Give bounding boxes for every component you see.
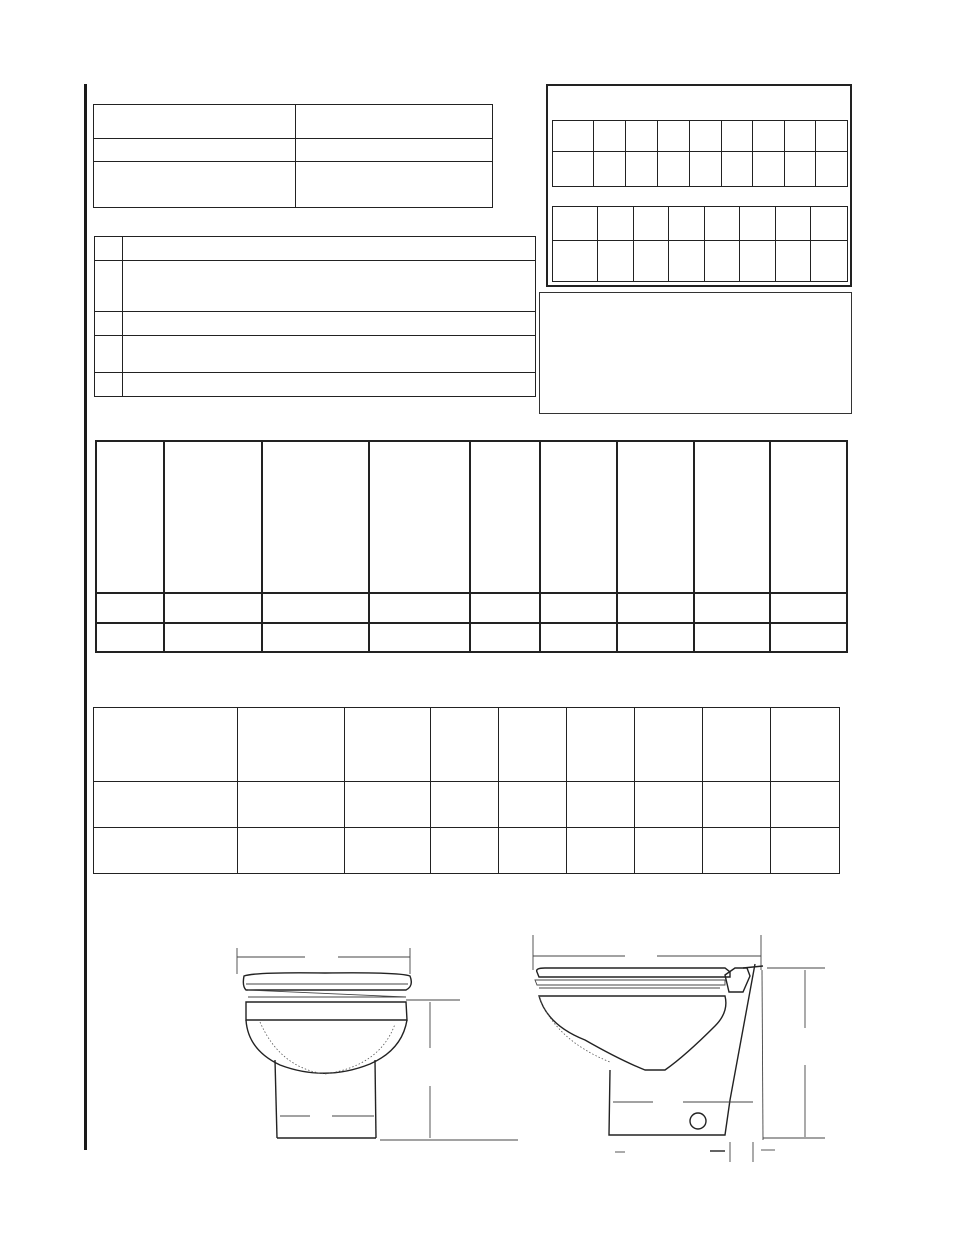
table-cell xyxy=(771,828,840,874)
table-cell xyxy=(598,241,634,282)
column-header xyxy=(164,441,262,593)
table-cell xyxy=(369,593,470,623)
table-cell xyxy=(431,782,499,828)
table-cell xyxy=(753,152,785,187)
column-header xyxy=(770,441,847,593)
column-header xyxy=(345,708,431,782)
column-header xyxy=(771,708,840,782)
column-header xyxy=(431,708,499,782)
table-cell xyxy=(816,121,848,152)
table-header-row xyxy=(96,441,847,593)
table-row xyxy=(96,623,847,652)
table-cell xyxy=(811,207,848,241)
column-header xyxy=(703,708,771,782)
step-number xyxy=(95,312,123,336)
table-cell xyxy=(658,152,690,187)
table-cell xyxy=(626,152,658,187)
table-cell xyxy=(816,152,848,187)
table-cell xyxy=(626,121,658,152)
table-cell xyxy=(598,207,634,241)
column-header xyxy=(635,708,703,782)
column-header xyxy=(238,708,345,782)
step-number xyxy=(95,261,123,312)
list-item xyxy=(95,312,536,336)
table-cell xyxy=(669,207,705,241)
step-text xyxy=(123,373,536,397)
table-cell xyxy=(634,207,669,241)
table-cell xyxy=(540,593,617,623)
table-cell xyxy=(617,623,694,652)
table-cell xyxy=(567,828,635,874)
table-row xyxy=(94,139,493,162)
table-cell xyxy=(431,828,499,874)
column-header xyxy=(470,441,540,593)
table-cell xyxy=(705,207,740,241)
table-cell xyxy=(740,207,776,241)
toilet-side-view-drawing xyxy=(525,930,835,1155)
table-cell xyxy=(262,623,369,652)
table-cell xyxy=(703,828,771,874)
table-cell xyxy=(770,593,847,623)
step-list xyxy=(94,236,536,397)
table-row xyxy=(94,782,840,828)
list-item xyxy=(95,336,536,373)
step-number xyxy=(95,336,123,373)
column-header xyxy=(540,441,617,593)
toilet-front-view-drawing xyxy=(230,940,530,1145)
table-cell xyxy=(540,623,617,652)
table-cell xyxy=(345,828,431,874)
table-header-row xyxy=(94,708,840,782)
table-cell xyxy=(499,782,567,828)
column-header xyxy=(369,441,470,593)
table-row xyxy=(94,105,493,139)
table-cell xyxy=(164,593,262,623)
table-cell xyxy=(753,121,785,152)
table-row xyxy=(94,828,840,874)
table-row xyxy=(94,162,493,208)
conversion-table-b xyxy=(552,206,848,282)
table-cell xyxy=(94,162,296,208)
list-item xyxy=(95,237,536,261)
table-cell xyxy=(262,593,369,623)
table-cell xyxy=(594,121,626,152)
column-header xyxy=(694,441,770,593)
list-item xyxy=(95,261,536,312)
table-cell xyxy=(553,152,594,187)
table-cell xyxy=(238,782,345,828)
table-cell xyxy=(96,593,164,623)
table-cell xyxy=(669,241,705,282)
table-cell xyxy=(722,121,753,152)
table-cell xyxy=(164,623,262,652)
table-cell xyxy=(567,782,635,828)
step-text xyxy=(123,336,536,373)
table-cell xyxy=(776,241,811,282)
column-header xyxy=(94,708,238,782)
table-cell xyxy=(553,241,598,282)
table-cell xyxy=(770,623,847,652)
note-text xyxy=(548,301,843,405)
table-cell xyxy=(771,782,840,828)
table-cell xyxy=(296,139,493,162)
table-row xyxy=(96,593,847,623)
step-number xyxy=(95,237,123,261)
table-cell xyxy=(499,828,567,874)
column-header xyxy=(96,441,164,593)
table-cell xyxy=(690,152,722,187)
table-cell xyxy=(658,121,690,152)
table-cell xyxy=(369,623,470,652)
table-cell xyxy=(722,152,753,187)
table-cell xyxy=(94,105,296,139)
table-row xyxy=(553,241,848,282)
table-cell xyxy=(553,207,598,241)
table-cell xyxy=(740,241,776,282)
step-text xyxy=(123,237,536,261)
table-cell xyxy=(345,782,431,828)
table-cell xyxy=(617,593,694,623)
spec-table xyxy=(93,104,493,208)
table-cell xyxy=(690,121,722,152)
conversion-table-a xyxy=(552,120,848,187)
table-cell xyxy=(94,828,238,874)
model-table xyxy=(95,440,848,653)
table-row xyxy=(553,152,848,187)
table-cell xyxy=(553,121,594,152)
table-row xyxy=(553,121,848,152)
table-cell xyxy=(296,105,493,139)
table-cell xyxy=(811,241,848,282)
table-cell xyxy=(785,152,816,187)
table-cell xyxy=(296,162,493,208)
table-cell xyxy=(705,241,740,282)
table-cell xyxy=(96,623,164,652)
table-cell xyxy=(635,782,703,828)
column-header xyxy=(262,441,369,593)
table-cell xyxy=(694,593,770,623)
step-text xyxy=(123,312,536,336)
dimension-table xyxy=(93,707,840,874)
list-item xyxy=(95,373,536,397)
column-header xyxy=(617,441,694,593)
table-cell xyxy=(634,241,669,282)
table-row xyxy=(553,207,848,241)
column-header xyxy=(567,708,635,782)
table-cell xyxy=(703,782,771,828)
table-cell xyxy=(238,828,345,874)
table-cell xyxy=(635,828,703,874)
column-header xyxy=(499,708,567,782)
table-cell xyxy=(776,207,811,241)
table-cell xyxy=(94,139,296,162)
table-cell xyxy=(470,623,540,652)
table-cell xyxy=(785,121,816,152)
table-cell xyxy=(94,782,238,828)
table-cell xyxy=(594,152,626,187)
conversion-box-title xyxy=(558,94,840,114)
note-box xyxy=(539,292,852,414)
table-cell xyxy=(470,593,540,623)
step-number xyxy=(95,373,123,397)
table-cell xyxy=(694,623,770,652)
margin-rule xyxy=(84,84,87,1150)
step-text xyxy=(123,261,536,312)
